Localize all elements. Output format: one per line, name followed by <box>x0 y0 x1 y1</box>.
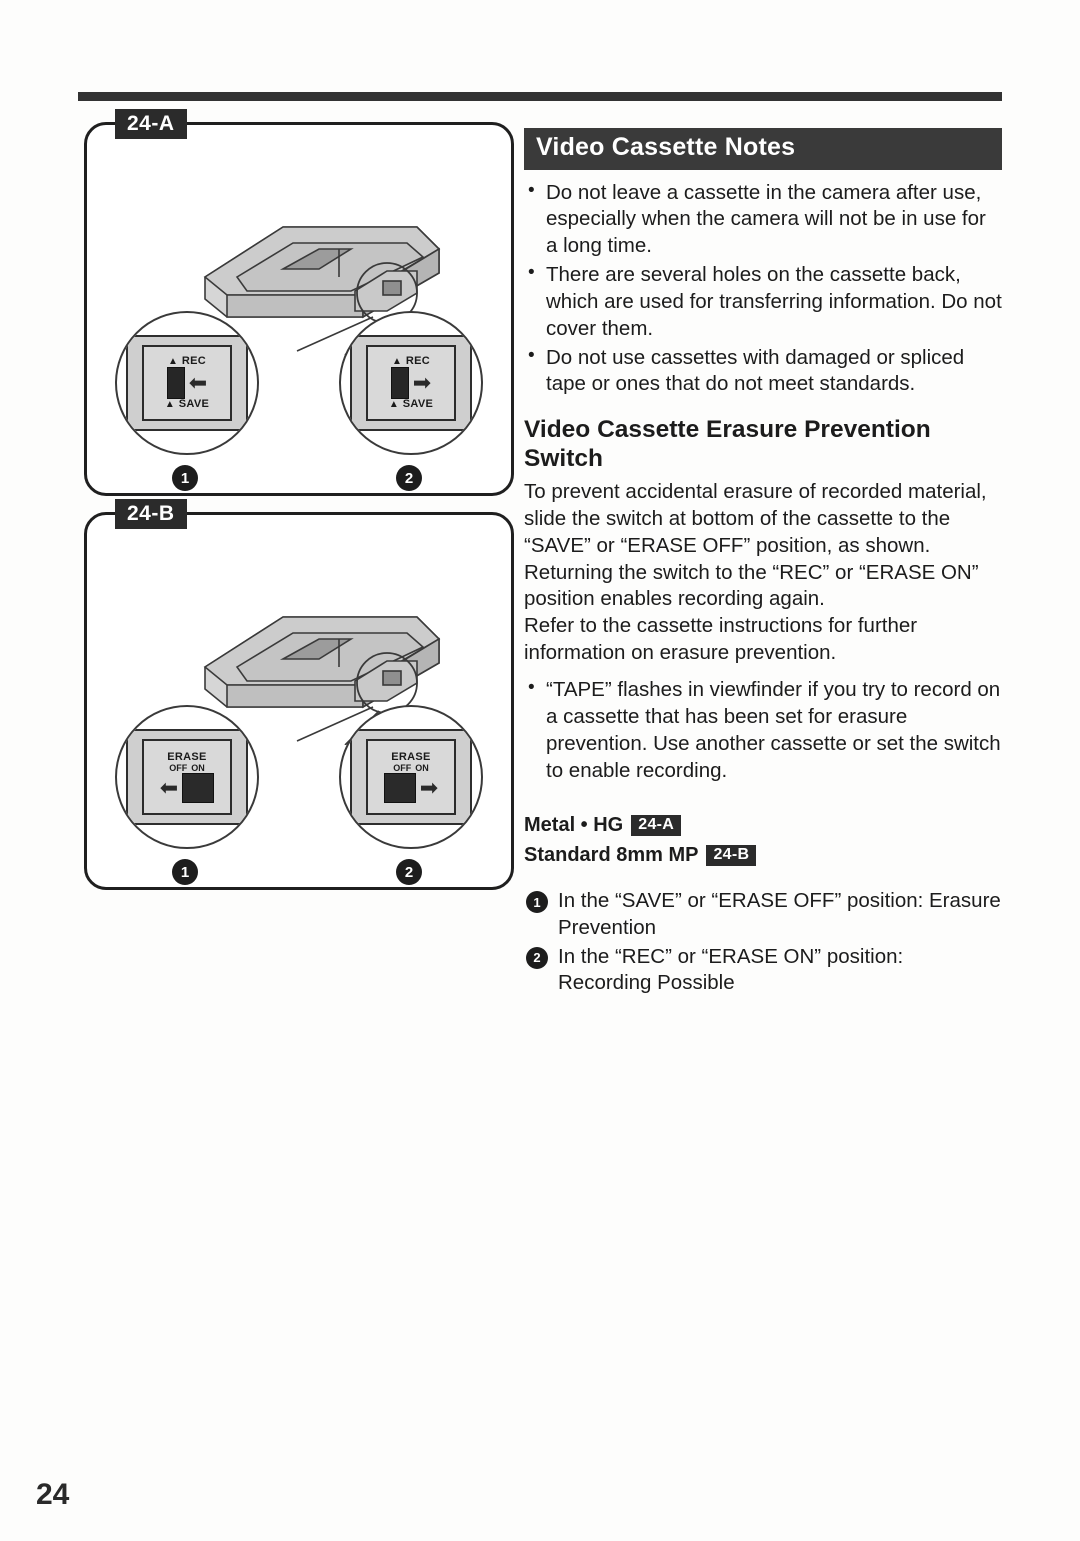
list-item: • There are several holes on the cassette back, which are used for transferring information. Do not cover them. <box>524 262 1002 343</box>
switch-face <box>142 345 232 421</box>
switch-housing <box>350 335 472 431</box>
legend-text: In the “SAVE” or “ERASE OFF” position: Erasure Prevention <box>558 889 1001 939</box>
switch-bullet-list <box>524 677 1002 784</box>
switch-mid-row <box>368 367 454 399</box>
switch-mid-row <box>144 773 230 803</box>
switch-label-on: ON <box>415 762 429 773</box>
notes-bullet-list <box>524 180 1002 399</box>
detail-marker-2: 2 <box>396 859 422 885</box>
switch-housing <box>126 335 248 431</box>
arrow-right-icon: ➡ <box>412 370 432 395</box>
figure-tab-24a: 24-A <box>115 109 187 139</box>
switch-label-rec: REC <box>405 355 431 367</box>
switch-mid-row <box>368 773 454 803</box>
list-item <box>524 888 1002 941</box>
switch-label-save: SAVE <box>402 398 434 410</box>
switch-label-erase: ERASE <box>391 750 431 763</box>
switch-detail-24b-2 <box>339 705 483 849</box>
triangle-icon: ▲ <box>164 398 175 410</box>
triangle-icon: ▲ <box>388 398 399 410</box>
detail-marker-1: 1 <box>172 859 198 885</box>
switch-detail-24a-1 <box>115 311 259 455</box>
switch-label-row <box>144 763 230 773</box>
legend-marker-2: 2 <box>526 947 548 969</box>
section-title-notes: Video Cassette Notes <box>524 128 1002 170</box>
switch-label-off: OFF <box>393 762 412 773</box>
model-line <box>524 840 1002 870</box>
legend-text: In the “REC” or “ERASE ON” position: Recording Possible <box>558 944 904 995</box>
switch-bottom-row <box>144 399 230 410</box>
switch-face <box>142 739 232 815</box>
content-column <box>524 128 1002 999</box>
switch-detail-24a-2 <box>339 311 483 455</box>
figure-badge-24b: 24-B <box>706 845 756 866</box>
figure-tab-24b: 24-B <box>115 499 187 529</box>
slider-handle <box>384 773 416 803</box>
legend-list <box>524 888 1002 997</box>
paragraph: To prevent accidental erasure of recorded material, slide the switch at bottom of the cassette to the “SAVE” or “ERASE OFF” position, as shown. <box>524 480 987 557</box>
arrow-left-icon: ⬅ <box>188 370 208 395</box>
header-rule <box>78 92 1002 101</box>
model-reference-list <box>524 810 1002 870</box>
list-item: • Do not use cassettes with damaged or spliced tape or ones that do not meet standards. <box>524 345 1002 399</box>
switch-label-rec: REC <box>181 355 207 367</box>
slider-handle <box>391 367 409 399</box>
slider-handle <box>182 773 214 803</box>
switch-top-row <box>144 356 230 367</box>
switch-top-row <box>368 752 454 763</box>
model-line <box>524 810 1002 840</box>
switch-label-on: ON <box>191 762 205 773</box>
switch-mid-row <box>144 367 230 399</box>
legend-marker-1: 1 <box>526 891 548 913</box>
slider-handle <box>167 367 185 399</box>
switch-top-row <box>368 356 454 367</box>
switch-label-row <box>368 763 454 773</box>
switch-housing <box>350 729 472 825</box>
paragraph: Returning the switch to the “REC” or “ERASE ON” position enables recording again. <box>524 560 979 611</box>
page-number: 24 <box>36 1478 70 1511</box>
paragraph: Refer to the cassette instructions for further information on erasure prevention. <box>524 614 918 665</box>
section-heading-erasure-switch: Video Cassette Erasure Prevention Switch <box>524 416 931 472</box>
model-label: Metal • HG <box>524 814 624 837</box>
detail-marker-1: 1 <box>172 465 198 491</box>
list-item <box>524 944 1002 997</box>
triangle-icon: ▲ <box>167 355 178 367</box>
list-item: • Do not leave a cassette in the camera after use, especially when the camera will not be in use for a long time. <box>524 180 1002 261</box>
switch-face <box>366 345 456 421</box>
figure-panel-24a <box>84 112 514 496</box>
triangle-icon: ▲ <box>391 355 402 367</box>
switch-housing <box>126 729 248 825</box>
switch-top-row <box>144 752 230 763</box>
list-item: • “TAPE” flashes in viewfinder if you try to record on a cassette that has been set for erasure prevention. Use another cassette or set the switch to enable recording. <box>524 677 1002 784</box>
arrow-left-icon: ⬅ <box>159 774 179 800</box>
figure-badge-24a: 24-A <box>631 815 681 836</box>
detail-marker-2: 2 <box>396 465 422 491</box>
switch-label-off: OFF <box>169 762 188 773</box>
switch-label-save: SAVE <box>178 398 210 410</box>
switch-detail-24b-1 <box>115 705 259 849</box>
switch-face <box>366 739 456 815</box>
model-label: Standard 8mm MP <box>524 844 699 867</box>
switch-label-erase: ERASE <box>167 750 207 763</box>
arrow-right-icon: ➡ <box>419 774 439 800</box>
switch-bottom-row <box>368 399 454 410</box>
figure-panel-24b <box>84 502 514 890</box>
